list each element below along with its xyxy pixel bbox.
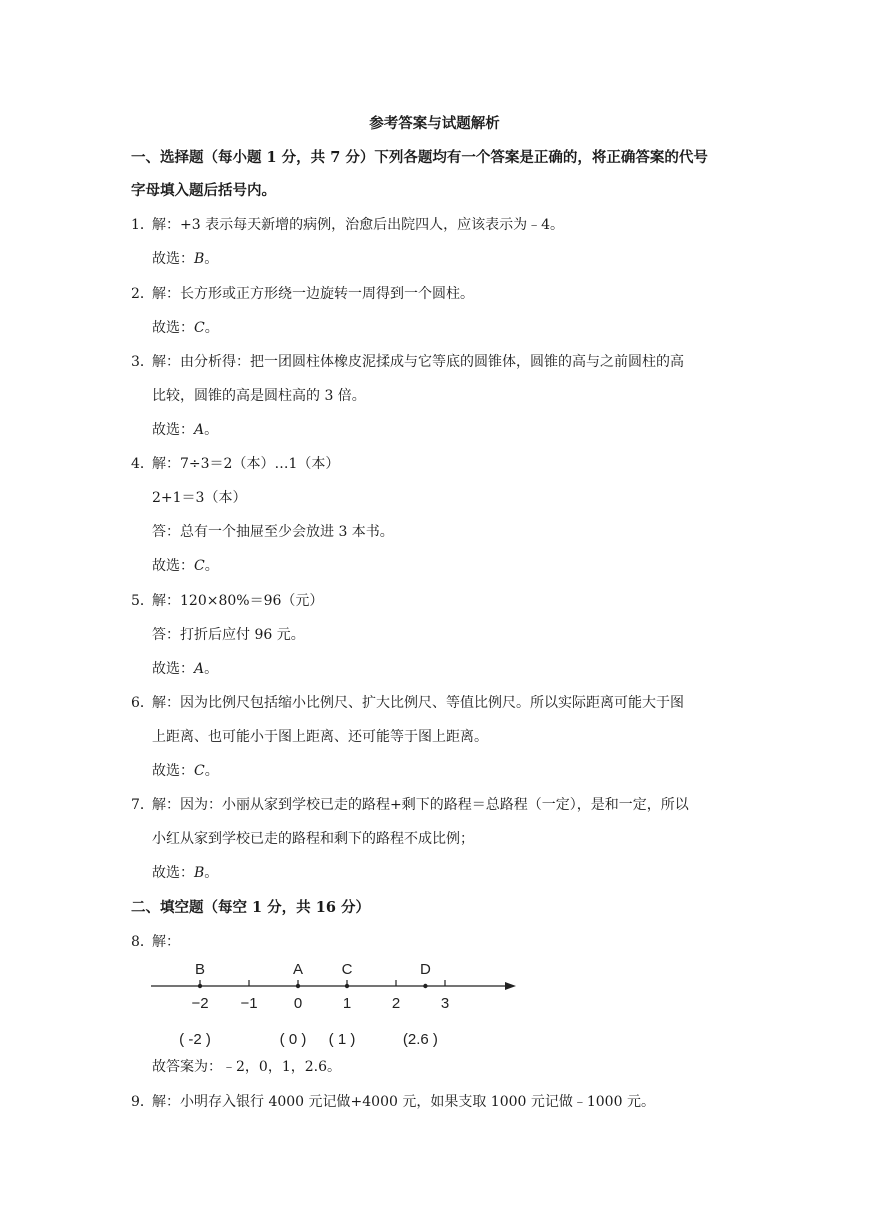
question-number: 8．: [131, 934, 154, 950]
point-label: C: [341, 961, 353, 978]
choice-prefix: 故选：: [152, 422, 194, 438]
solution-text: 解：7÷3＝2（本）…1（本）: [152, 456, 340, 472]
choice-suffix: 。: [204, 661, 219, 677]
choice-suffix: 。: [204, 422, 219, 438]
choice-suffix: 。: [204, 251, 219, 267]
tick-label: 3: [440, 995, 450, 1012]
solution-text: 解：120×80%＝96（元）: [152, 593, 324, 609]
point-marker: [296, 984, 300, 988]
tick-label: −2: [191, 995, 209, 1012]
tick-label: −1: [240, 995, 258, 1012]
question-number: 2．: [131, 286, 154, 302]
question-1: [131, 215, 564, 235]
question-5: [131, 591, 323, 611]
choice-letter: A: [194, 422, 205, 438]
question-8: [131, 932, 180, 952]
choice-prefix: 故选：: [152, 763, 194, 779]
point-label: D: [419, 961, 431, 978]
question-4-line-3: 答：总有一个抽屉至少会放进 3 本书。: [152, 524, 394, 540]
question-5-line-2: 答：打折后应付 96 元。: [152, 627, 305, 643]
solution-text: 解：小明存入银行 4000 元记做+4000 元，如果支取 1000 元记做﹣1000 元。: [152, 1094, 655, 1110]
choice-letter: B: [194, 251, 205, 267]
choice-suffix: 。: [204, 320, 219, 336]
solution-text: 解：+3 表示每天新增的病例，治愈后出院四人，应该表示为﹣4。: [152, 217, 564, 233]
question-3: [131, 352, 684, 372]
tick-label: 2: [391, 995, 401, 1012]
section-1-heading-cont: 字母填入题后括号内。: [131, 182, 276, 199]
solution-text: 解：长方形或正方形绕一边旋转一周得到一个圆柱。: [152, 286, 474, 302]
section-1-heading: 一、选择题（每小题 1 分，共 7 分）下列各题均有一个答案是正确的，将正确答案的代号: [131, 149, 708, 166]
answer-bracket: ( 0 ): [279, 1031, 307, 1048]
point-label: A: [292, 961, 304, 978]
question-number: 1．: [131, 217, 154, 233]
question-6-line-2: 上距离、也可能小于图上距离、还可能等于图上距离。: [152, 729, 488, 745]
question-4-line-2: 2+1＝3（本）: [152, 490, 247, 506]
question-6: [131, 693, 684, 713]
choice-letter: C: [194, 320, 205, 336]
question-5-choice: [152, 659, 218, 679]
question-number: 6．: [131, 695, 154, 711]
question-9: [131, 1092, 655, 1112]
choice-suffix: 。: [204, 865, 219, 881]
question-4-choice: [152, 556, 219, 576]
choice-suffix: 。: [204, 763, 219, 779]
number-line-figure: [148, 955, 520, 1055]
solution-text: 解：因为比例尺包括缩小比例尺、扩大比例尺、等值比例尺。所以实际距离可能大于图: [152, 695, 684, 711]
section-2-heading: 二、填空题（每空 1 分，共 16 分）: [131, 899, 370, 916]
question-8-answer: 故答案为：﹣2，0，1，2.6。: [152, 1059, 341, 1075]
choice-letter: C: [194, 558, 205, 574]
answer-bracket: ( -2 ): [179, 1031, 211, 1048]
choice-prefix: 故选：: [152, 661, 194, 677]
point-marker: [345, 984, 349, 988]
number-line-arrow: [505, 982, 516, 990]
solution-text: 解：由分析得：把一团圆柱体橡皮泥揉成与它等底的圆锥体，圆锥的高与之前圆柱的高: [152, 354, 684, 370]
choice-letter: A: [194, 661, 205, 677]
question-2: [131, 284, 474, 304]
choice-prefix: 故选：: [152, 320, 194, 336]
question-3-choice: [152, 420, 218, 440]
choice-prefix: 故选：: [152, 558, 194, 574]
question-1-choice: [152, 249, 218, 269]
number-line-svg: [148, 955, 520, 1055]
question-2-choice: [152, 318, 219, 338]
question-number: 7．: [131, 797, 154, 813]
choice-suffix: 。: [204, 558, 219, 574]
question-number: 4．: [131, 456, 154, 472]
question-7-line-2: 小红从家到学校已走的路程和剩下的路程不成比例；: [152, 831, 474, 847]
question-number: 3．: [131, 354, 154, 370]
tick-label: 0: [293, 995, 303, 1012]
question-number: 9．: [131, 1094, 154, 1110]
question-6-choice: [152, 761, 219, 781]
tick-label: 1: [342, 995, 352, 1012]
point-marker: [423, 984, 427, 988]
choice-letter: C: [194, 763, 205, 779]
solution-text: 解：因为：小丽从家到学校已走的路程+剩下的路程＝总路程（一定），是和一定，所以: [152, 797, 689, 813]
question-3-line-2: 比较，圆锥的高是圆柱高的 3 倍。: [152, 388, 366, 404]
answer-bracket: ( 1 ): [328, 1031, 356, 1048]
point-marker: [198, 984, 202, 988]
solution-text: 解：: [152, 934, 180, 950]
question-4: [131, 454, 339, 474]
choice-prefix: 故选：: [152, 865, 194, 881]
question-7-choice: [152, 863, 218, 883]
question-7: [131, 795, 689, 815]
answer-bracket: (2.6 ): [402, 1031, 438, 1048]
choice-letter: B: [194, 865, 205, 881]
point-label: B: [194, 961, 206, 978]
page-title: 参考答案与试题解析: [369, 115, 500, 132]
choice-prefix: 故选：: [152, 251, 194, 267]
question-number: 5．: [131, 593, 154, 609]
